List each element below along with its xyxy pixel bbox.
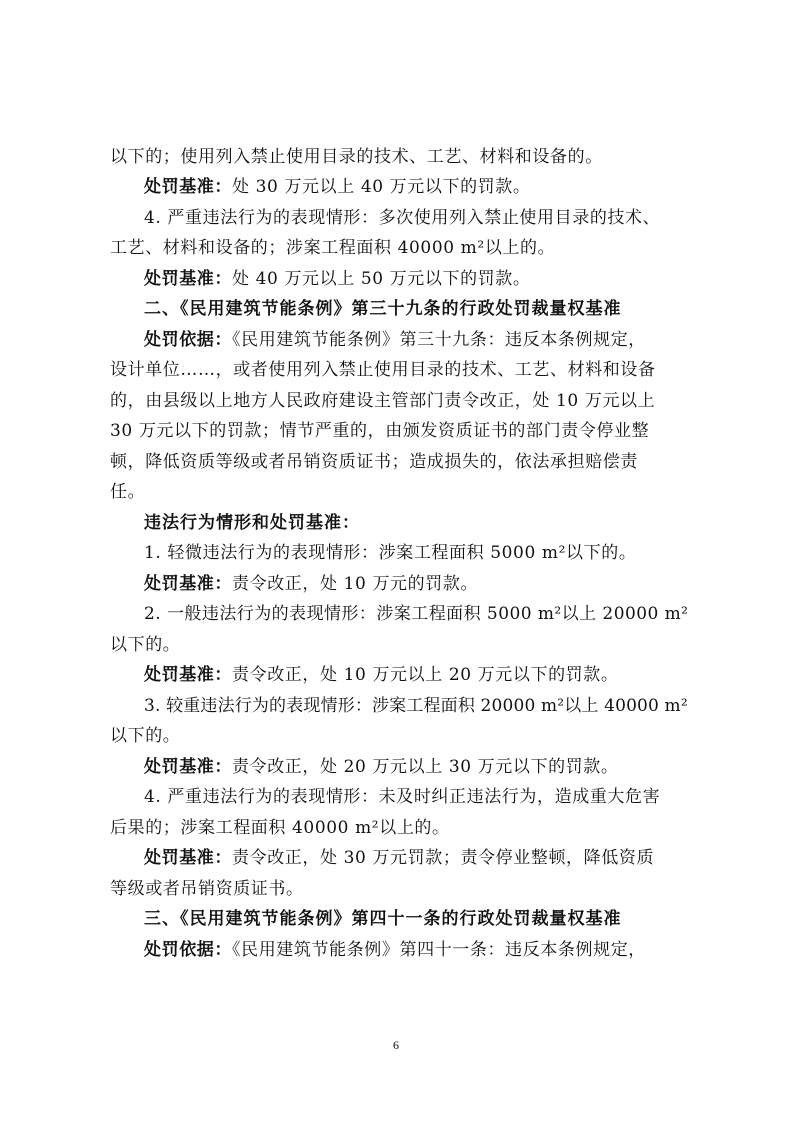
text-line: 1. 轻微违法行为的表现情形：涉案工程面积 5000 m²以下的。 (144, 543, 637, 563)
section-heading: 二、《民用建筑节能条例》第三十九条的行政处罚裁量权基准 (144, 299, 622, 319)
text-line: 4. 严重违法行为的表现情形：未及时纠正违法行为，造成重大危害 (144, 787, 661, 807)
text-line: 以下的；使用列入禁止使用目录的技术、工艺、材料和设备的。 (110, 147, 603, 167)
text-line: 顿，降低资质等级或者吊销资质证书；造成损失的，依法承担赔偿责 (110, 452, 638, 472)
line-label: 处罚基准： (144, 269, 232, 289)
text-line: 处罚基准：处 40 万元以上 50 万元以下的罚款。 (144, 269, 531, 289)
text-line: 以下的。 (110, 635, 181, 655)
page-number: 6 (393, 1038, 399, 1052)
text-line: 3. 较重违法行为的表现情形：涉案工程面积 20000 m²以上 40000 m² (144, 696, 688, 716)
text-line: 处罚基准：责令改正，处 10 万元的罚款。 (144, 574, 479, 594)
text-line: 2. 一般违法行为的表现情形：涉案工程面积 5000 m²以上 20000 m² (144, 604, 689, 624)
text-line: 设计单位……，或者使用列入禁止使用目录的技术、工艺、材料和设备 (110, 360, 656, 380)
text-line: 任。 (110, 482, 146, 502)
text-line: 处罚基准：处 30 万元以上 40 万元以下的罚款。 (144, 177, 531, 197)
line-label: 处罚基准： (144, 757, 232, 777)
text-line: 处罚基准：责令改正，处 30 万元罚款；责令停业整顿，降低资质 (144, 848, 655, 868)
text-line: 4. 严重违法行为的表现情形：多次使用列入禁止使用目录的技术、 (144, 208, 661, 228)
line-label: 处罚基准： (144, 177, 232, 197)
text-line: 工艺、材料和设备的；涉案工程面积 40000 m²以上的。 (110, 238, 556, 258)
line-label: 处罚基准： (144, 574, 232, 594)
line-label: 处罚基准： (144, 848, 232, 868)
text-line: 处罚基准：责令改正，处 10 万元以上 20 万元以下的罚款。 (144, 665, 619, 685)
text-line: 以下的。 (110, 726, 181, 746)
section-heading: 三、《民用建筑节能条例》第四十一条的行政处罚裁量权基准 (144, 909, 622, 929)
subsection-heading: 违法行为情形和处罚基准： (144, 513, 360, 533)
text-line: 处罚依据：《民用建筑节能条例》第三十九条：违反本条例规定， (144, 330, 646, 350)
line-label: 处罚依据： (144, 330, 232, 350)
line-label: 处罚基准： (144, 665, 232, 685)
text-line: 等级或者吊销资质证书。 (110, 879, 304, 899)
text-line: 的，由县级以上地方人民政府建设主管部门责令改正，处 10 万元以上 (110, 391, 656, 411)
text-line: 30 万元以下的罚款；情节严重的，由颁发资质证书的部门责令停业整 (110, 421, 650, 441)
text-line: 后果的；涉案工程面积 40000 m²以上的。 (110, 818, 450, 838)
line-label: 处罚依据： (144, 940, 232, 960)
text-line: 处罚依据：《民用建筑节能条例》第四十一条：违反本条例规定， (144, 940, 646, 960)
text-line: 处罚基准：责令改正，处 20 万元以上 30 万元以下的罚款。 (144, 757, 619, 777)
